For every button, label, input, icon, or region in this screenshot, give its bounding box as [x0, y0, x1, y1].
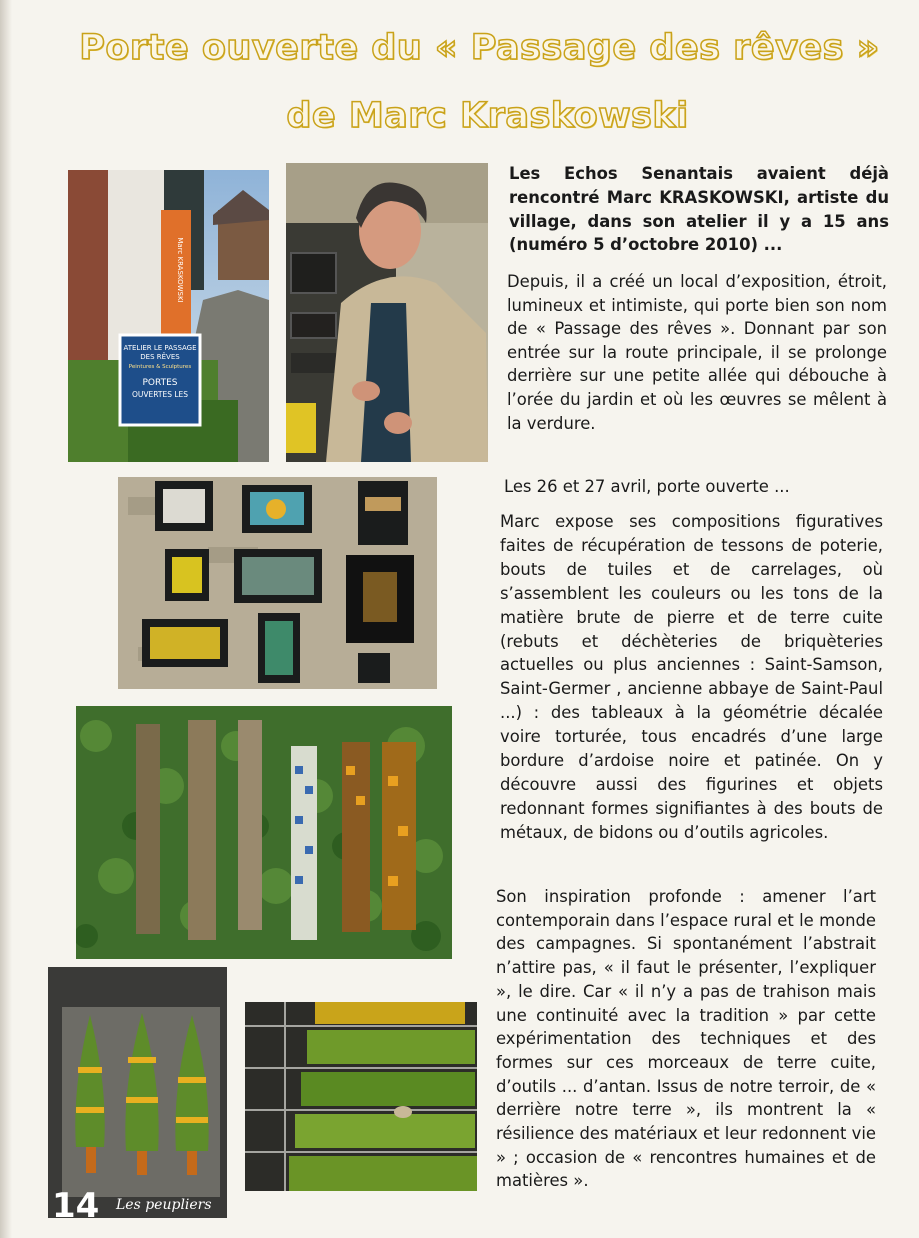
photo-les-peupliers	[48, 967, 227, 1218]
paragraph-local-exposition: Depuis, il a créé un local d’exposition, étroit, lumineux et intimiste, qui porte bien son nom de « Passage des rêves ». Donnant par son entrée sur la route principale, il se prolonge derrière sur une petite allée qui débouche à l’orée du jardin et où les œuvres se mêlent à la verdure.	[507, 272, 887, 433]
sign-text-line3: Peintures & Sculptures	[128, 364, 192, 370]
article-title-line1: Porte ouverte du « Passage des rêves »	[79, 28, 880, 68]
photo-mosaic-wall	[118, 477, 437, 689]
sign-text-line1: ATELIER LE PASSAGE	[123, 344, 197, 352]
sign-text-line4: PORTES	[142, 378, 178, 388]
sign-text-line5: OUVERTES LES	[131, 390, 189, 399]
photo-artist-portrait	[286, 163, 488, 462]
intro-paragraph: Les Echos Senantais avaient déjà rencontré Marc KRASKOWSKI, artiste du village, dans son atelier il y a 15 ans (numéro 5 d’octobre 2010) ...	[509, 164, 889, 255]
sign-text-line2: DES RÊVES	[140, 353, 180, 361]
page-number: 14	[52, 1186, 100, 1226]
photo-ivy-strips	[76, 706, 452, 959]
photo-caption-peupliers: Les peupliers	[116, 1197, 212, 1213]
article-title-line2: de Marc Kraskowski	[286, 96, 689, 136]
paragraph-compositions: Marc expose ses compositions figuratives faites de récupération de tessons de poterie, bouts de tuiles et de carrelages, où s’assemblent les couleurs ou les tons de la matière brute de pierre et de terre cuite (rebuts et déchèteries de briquèteries actuelles ou plus anciennes : Saint-Samson, Saint-Germer , ancienne abbaye de Saint-Paul ...) : des tableaux à la géométrie décalée voire torturée, tous encadrés d’une large bordure d’ardoise noire et patinée. On y découvre aussi des figurines et objets redonnant formes signifiantes à des bouts de métaux, de bidons ou d’outils agricoles.	[500, 512, 883, 842]
paragraph-dates: Les 26 et 27 avril, porte ouverte ...	[504, 477, 790, 496]
photo-street-sign	[68, 170, 269, 462]
photo-green-tiles	[245, 1002, 477, 1191]
banner-text: Marc KRASKOWSKI	[176, 237, 184, 303]
page-edge-shadow	[0, 0, 12, 1238]
paragraph-inspiration: Son inspiration profonde : amener l’art contemporain dans l’espace rural et le monde des campagnes. Si spontanément l’abstrait n’attire pas, « il faut le présenter, l’expliquer », le dire. Car « il n’y a pas de trahison mais une continuité avec la tradition » par cette expérimentation des techniques et des formes sur ces morceaux de terre cuite, d’outils ... d’antan. Issus de notre terroir, de « derrière notre terre », ils montrent la « résilience des matériaux et leur redonnent vie » ; occasion de « rencontres humaines et de matières ».	[496, 887, 876, 1191]
